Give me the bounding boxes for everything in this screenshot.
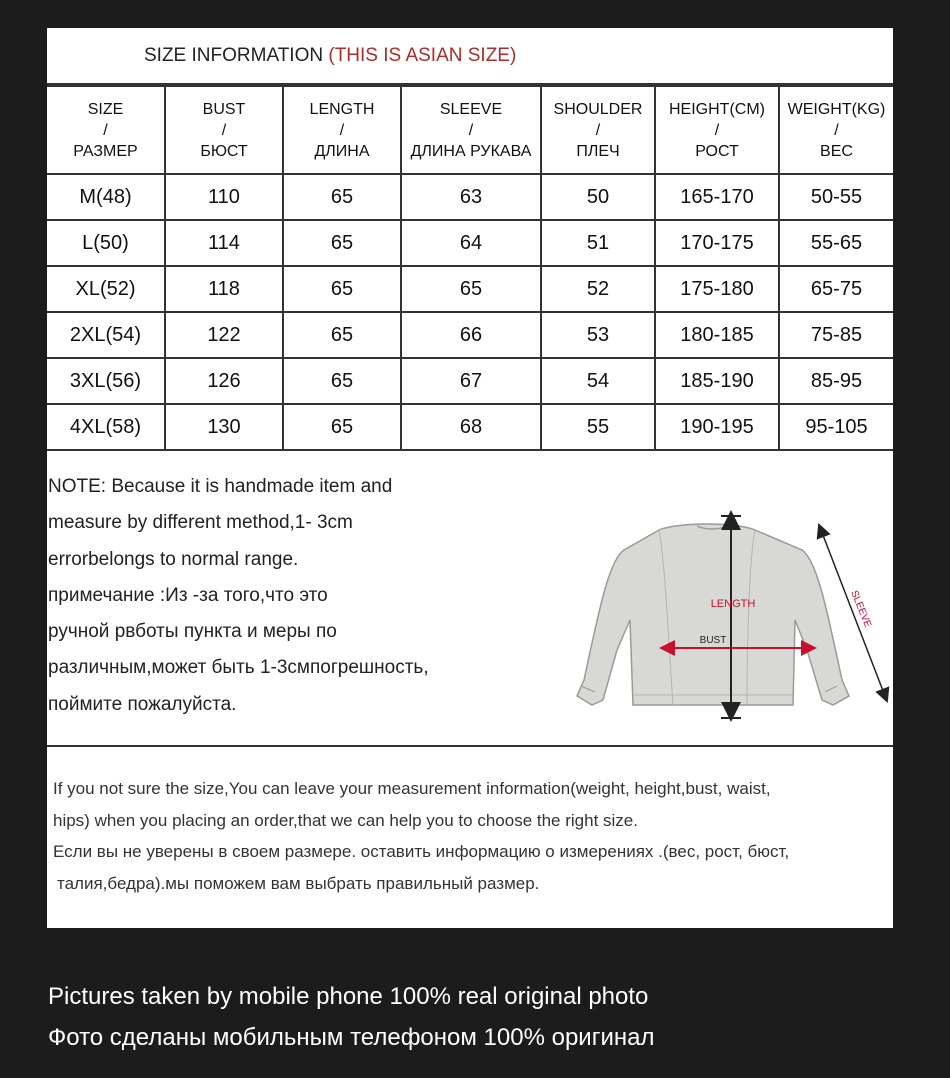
cell-size: 4XL(58) (47, 404, 165, 450)
col-header-length: LENGTH / ДЛИНА (283, 86, 401, 174)
cell-shoulder: 55 (541, 404, 655, 450)
photo-notice (48, 976, 928, 1058)
col-header-size: SIZE / РАЗМЕР (47, 86, 165, 174)
cell-sleeve: 63 (401, 174, 541, 220)
info-line: If you not sure the size,You can leave your measurement information(weight, height,bust, waist, (53, 779, 771, 798)
info-line: hips) when you placing an order,that we can help you to choose the right size. (53, 810, 638, 830)
cell-sleeve: 68 (401, 404, 541, 450)
cell-weight: 95-105 (779, 404, 893, 450)
table-row (47, 404, 893, 450)
cell-length: 65 (283, 266, 401, 312)
cell-size: XL(52) (47, 266, 165, 312)
note-line: различным,может быть 1-3смпогрешность, (48, 657, 429, 679)
cell-length: 65 (283, 312, 401, 358)
cell-size: 3XL(56) (47, 358, 165, 404)
cell-bust: 118 (165, 266, 283, 312)
cell-weight: 55-65 (779, 220, 893, 266)
note-line: NOTE: Because it is handmade item and (48, 476, 393, 497)
header-subtitle: (THIS IS ASIAN SIZE) (328, 45, 517, 66)
cell-bust: 130 (165, 404, 283, 450)
table-row (47, 266, 893, 312)
size-table (47, 85, 893, 451)
cell-length: 65 (283, 404, 401, 450)
table-row (47, 312, 893, 358)
cell-length: 65 (283, 174, 401, 220)
table-header-row (47, 86, 893, 174)
cell-sleeve: 64 (401, 220, 541, 266)
cell-size: 2XL(54) (47, 312, 165, 358)
cell-weight: 85-95 (779, 358, 893, 404)
cell-bust: 126 (165, 358, 283, 404)
table-row (47, 220, 893, 266)
cell-bust: 114 (165, 220, 283, 266)
col-header-shoulder: SHOULDER / ПЛЕЧ (541, 86, 655, 174)
note-line: поймите пожалуйста. (48, 693, 237, 715)
length-label: LENGTH (710, 598, 756, 610)
cell-weight: 50-55 (779, 174, 893, 220)
cell-sleeve: 65 (401, 266, 541, 312)
cell-bust: 122 (165, 312, 283, 358)
info-line: Если вы не уверены в своем размере. оставить информацию о измерениях .(вес, рост, бюст, (53, 842, 790, 862)
size-help-text (53, 773, 883, 899)
cell-length: 65 (283, 220, 401, 266)
table-row (47, 358, 893, 404)
photo-notice-ru: Фото сделаны мобильным телефоном 100% оригинал (48, 1024, 655, 1051)
cell-height: 180-185 (655, 312, 779, 358)
table-row (47, 174, 893, 220)
jacket-shape (577, 524, 849, 705)
cell-weight: 65-75 (779, 266, 893, 312)
note-line: примечание :Из -за того,что это (48, 584, 328, 606)
col-header-bust: BUST / БЮСТ (165, 86, 283, 174)
cell-size: L(50) (47, 220, 165, 266)
info-line: талия,бедра).мы поможем вам выбрать правильный размер. (57, 873, 540, 893)
cell-length: 65 (283, 358, 401, 404)
cell-height: 165-170 (655, 174, 779, 220)
note-line: measure by different method,1- 3cm (48, 512, 353, 534)
cell-height: 190-195 (655, 404, 779, 450)
photo-notice-en: Pictures taken by mobile phone 100% real original photo (48, 983, 649, 1010)
cell-height: 170-175 (655, 220, 779, 266)
size-chart-card (47, 28, 893, 928)
size-info-header (47, 28, 893, 85)
cell-height: 175-180 (655, 266, 779, 312)
cell-size: M(48) (47, 174, 165, 220)
cell-sleeve: 66 (401, 312, 541, 358)
header-title: SIZE INFORMATION (144, 45, 324, 66)
cell-shoulder: 50 (541, 174, 655, 220)
bust-label: BUST (699, 635, 727, 646)
cell-shoulder: 54 (541, 358, 655, 404)
note-line: errorbelongs to normal range. (48, 548, 299, 570)
note-section (47, 464, 893, 747)
note-text (48, 469, 518, 723)
note-line: ручной рвботы пункта и меры по (48, 621, 337, 643)
col-header-height: HEIGHT(CM) / РОСТ (655, 86, 779, 174)
cell-shoulder: 53 (541, 312, 655, 358)
jacket-measurement-diagram (537, 500, 873, 740)
header-title-line (144, 45, 516, 67)
cell-shoulder: 52 (541, 266, 655, 312)
col-header-sleeve: SLEEVE / ДЛИНА РУКАВА (401, 86, 541, 174)
sleeve-label: SLEEVE (848, 589, 873, 630)
cell-weight: 75-85 (779, 312, 893, 358)
cell-sleeve: 67 (401, 358, 541, 404)
cell-height: 185-190 (655, 358, 779, 404)
cell-bust: 110 (165, 174, 283, 220)
cell-shoulder: 51 (541, 220, 655, 266)
col-header-weight: WEIGHT(KG) / ВЕС (779, 86, 893, 174)
